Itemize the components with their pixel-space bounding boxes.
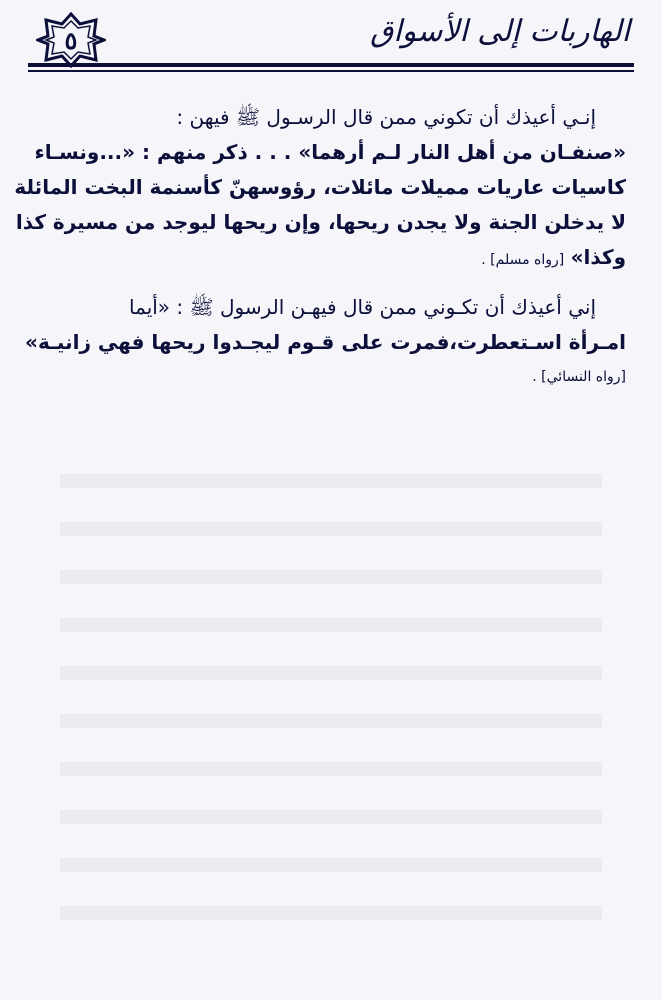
page-number: ٥ <box>64 25 78 55</box>
hadith-reference-nasai: [رواه النسائي] . <box>532 369 626 385</box>
paragraph-2-line-1: إني أعيذك أن تكـوني ممن قال فيهـن الرسول ﷺ : «أيما <box>129 295 596 319</box>
header-rule-thick <box>28 63 634 67</box>
paragraph-2 <box>25 290 626 395</box>
hadith-reference-muslim: [رواه مسلم] . <box>481 252 565 268</box>
paragraph-1 <box>14 100 626 278</box>
paragraph-1-line-4: لا يدخلن الجنة ولا يجدن ريحها، وإن ريحها ليوجد من مسيرة كذا <box>15 210 626 234</box>
paragraph-1-line-5-text: وكذا» <box>570 245 626 269</box>
page-header <box>28 8 634 74</box>
paragraph-1-line-1: إنـي أعيذك أن تكوني ممن قال الرسـول ﷺ فيهن : <box>176 105 596 129</box>
show-through-from-reverse-page <box>60 440 602 920</box>
header-rule-thin <box>28 70 634 72</box>
paragraph-2-line-2: امـرأة اسـتعطرت،فمرت على قـوم ليجـدوا ريحها فهي زانيـة» <box>25 330 626 354</box>
paragraph-1-line-5 <box>36 240 626 278</box>
body-text <box>14 100 626 407</box>
paragraph-1-line-3: كاسيات عاريات مميلات مائلات، رؤوسهنّ كأسنمة البخت المائلة <box>14 175 626 199</box>
paragraph-1-line-2: «صنفـان من أهل النار لـم أرهما» . . . ذكر منهم : «...ونسـاء <box>34 140 626 164</box>
running-header-title: الهاربات إلى الأسواق <box>370 14 630 49</box>
